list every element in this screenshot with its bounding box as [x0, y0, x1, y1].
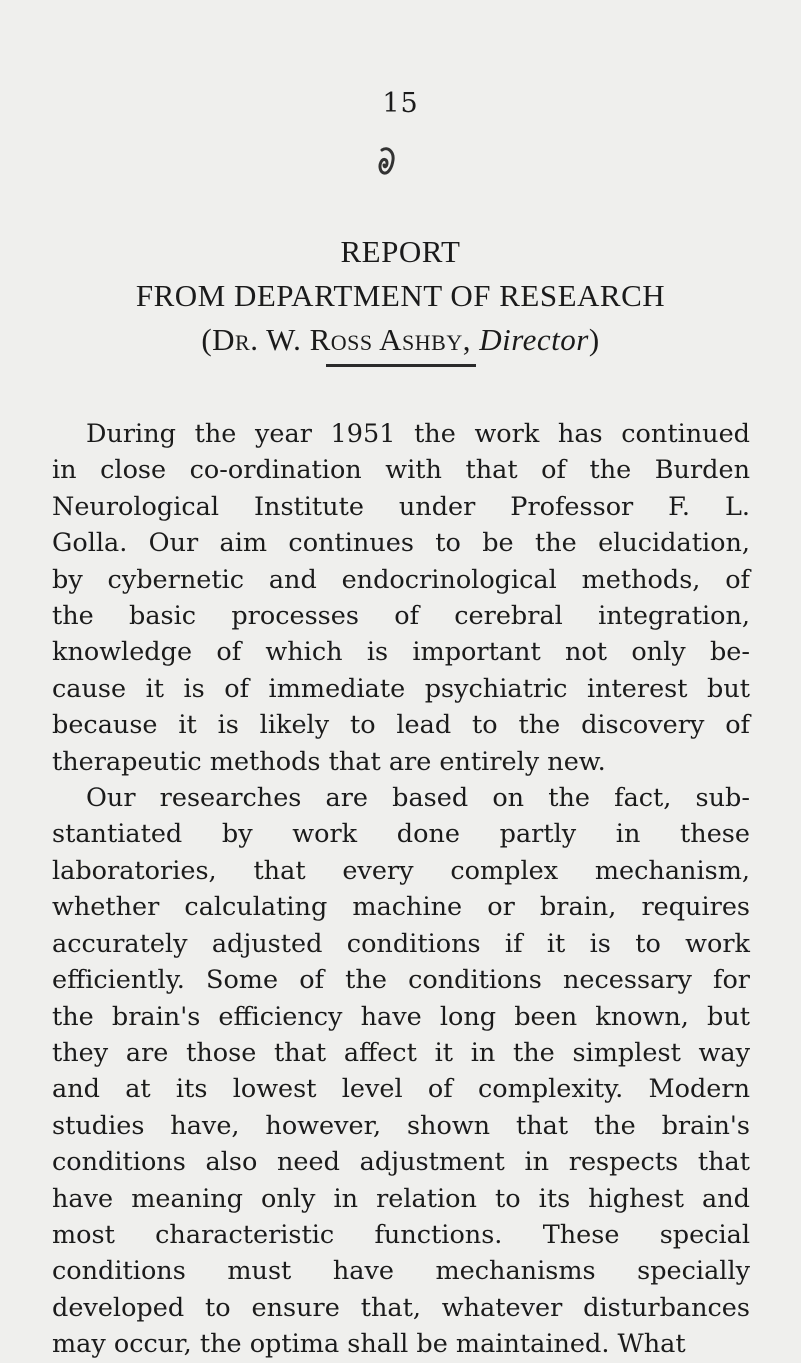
text-line: studies have, however, shown that the brain's: [52, 1110, 750, 1141]
byline-role: Director: [479, 322, 589, 357]
byline-name: Dr. W. Ross Ashby,: [212, 322, 471, 357]
text-line: in close co-ordination with that of the Burden: [52, 455, 750, 486]
text-line: laboratories, that every complex mechanism,: [52, 855, 750, 886]
text-line: Golla. Our aim continues to be the elucidation,: [52, 528, 750, 559]
text-line: Neurological Institute under Professor F. L.: [52, 491, 750, 522]
text-line: During the year 1951 the work has continued: [86, 419, 750, 449]
text-line: may occur, the optima shall be maintained. What: [52, 1329, 686, 1360]
text-line: the brain's efficiency have long been known, but: [52, 1001, 750, 1032]
text-line: and at its lowest level of complexity. Modern: [52, 1074, 750, 1105]
text-line: stantiated by work done partly in these: [52, 819, 750, 850]
byline-open: (: [201, 322, 213, 357]
text-line: efficiently. Some of the conditions necessary for: [52, 965, 750, 996]
byline-close: ): [588, 322, 600, 357]
report-heading: [0, 230, 801, 362]
heading-byline: [0, 318, 801, 362]
text-line: most characteristic functions. These special: [52, 1219, 750, 1250]
text-line: knowledge of which is important not only be-: [52, 637, 750, 668]
text-line: Our researches are based on the fact, sub-: [86, 783, 750, 814]
text-line: have meaning only in relation to its highest and: [52, 1183, 750, 1214]
divider-rule: [326, 364, 476, 367]
text-line: they are those that affect it in the simplest way: [52, 1037, 750, 1068]
ink-blot-mark: [376, 146, 396, 176]
heading-subtitle: FROM DEPARTMENT OF RESEARCH: [135, 278, 666, 313]
text-line: the basic processes of cerebral integration,: [52, 601, 750, 632]
text-line: by cybernetic and endocrinological methods, of: [52, 564, 750, 595]
text-line: whether calculating machine or brain, requires: [52, 892, 750, 923]
text-line: conditions must have mechanisms specially: [52, 1256, 750, 1287]
paragraph-2: [52, 780, 750, 1363]
text-line: developed to ensure that, whatever disturbances: [52, 1292, 750, 1323]
heading-title: REPORT: [340, 234, 461, 269]
text-line: therapeutic methods that are entirely new.: [52, 746, 606, 777]
report-body: [52, 416, 750, 1363]
text-line: cause it is of immediate psychiatric interest but: [52, 673, 750, 704]
text-line: accurately adjusted conditions if it is to work: [52, 928, 750, 959]
page-number: 15: [382, 88, 419, 119]
text-line: conditions also need adjustment in respects that: [52, 1147, 750, 1178]
text-line: because it is likely to lead to the discovery of: [52, 710, 750, 741]
paragraph-1: [52, 416, 750, 780]
